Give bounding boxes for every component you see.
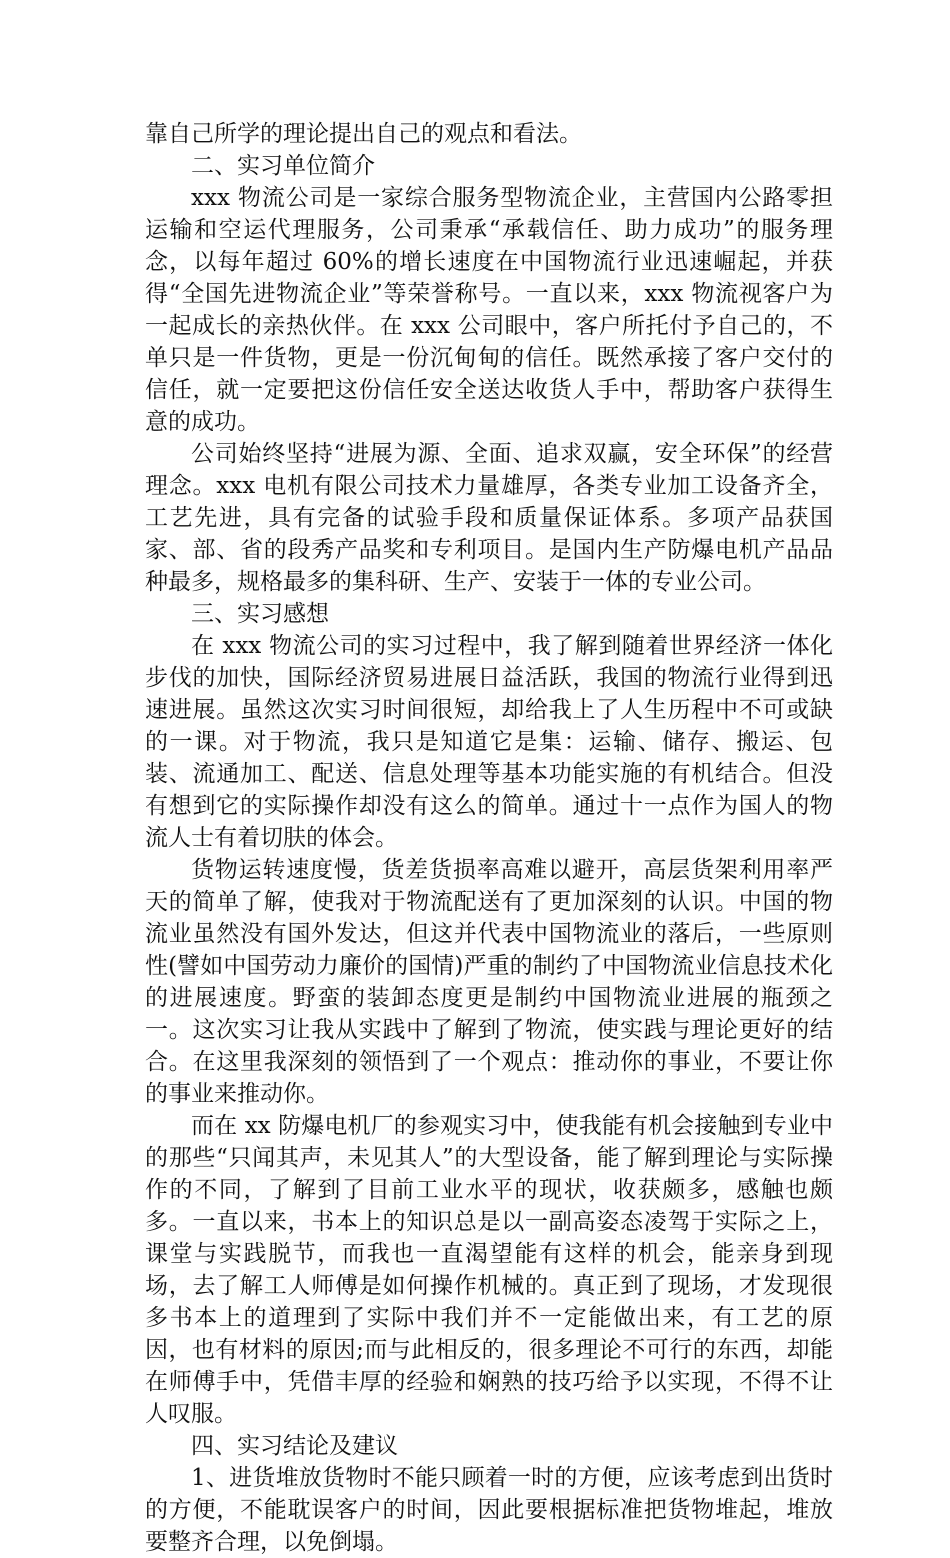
section-heading-conclusions: 四、实习结论及建议 [191,1433,398,1459]
paragraph-continuation: 靠自己所学的理论提出自己的观点和看法。 [145,121,582,147]
paragraph-company-philosophy: 公司始终坚持“进展为源、全面、追求双赢，安全环保”的经营理念。xxx 电机有限公司技术力量雄厚，各类专业加工设备齐全，工艺先进，具有完备的试验手段和质量保证体系。多项产品获国家、部、省的段秀产品奖和专利项目。是国内生产防爆电机产品品种最多，规格最多的集科研、生产、安装于一体的专业公司。 [145,441,833,595]
paragraph-company-overview: xxx 物流公司是一家综合服务型物流企业，主营国内公路零担运输和空运代理服务，公司秉承“承载信任、助力成功”的服务理念，以每年超过 60%的增长速度在中国物流行业迅速崛起，并获得“全国先进物流企业”等荣誉称号。一直以来，xxx 物流视客户为一起成长的亲热伙伴。在 xxx 公司眼中，客户所托付予自己的，不单只是一件货物，更是一份沉甸甸的信任。既然承接了客户交付的信任，就一定要把这份信任安全送达收货人手中，帮助客户获得生意的成功。 [145,185,833,435]
document-page [145,118,833,1558]
section-heading-company-intro: 二、实习单位简介 [191,153,375,179]
paragraph-reflection-logistics: 在 xxx 物流公司的实习过程中，我了解到随着世界经济一体化步伐的加快，国际经济贸易进展日益活跃，我国的物流行业得到迅速进展。虽然这次实习时间很短，却给我上了人生历程中不可或缺的一课。对于物流，我只是知道它是集：运输、储存、搬运、包装、流通加工、配送、信息处理等基本功能实施的有机结合。但没有想到它的实际操作却没有这么的简单。通过十一点作为国人的物流人士有着切肤的体会。 [145,633,833,851]
section-heading-reflections: 三、实习感想 [191,601,329,627]
paragraph-suggestion-1: 1、进货堆放货物时不能只顾着一时的方便，应该考虑到出货时的方便，不能耽误客户的时间，因此要根据标准把货物堆起，堆放要整齐合理，以免倒塌。 [145,1465,833,1555]
paragraph-reflection-factory: 而在 xx 防爆电机厂的参观实习中，使我能有机会接触到专业中的那些“只闻其声，未见其人”的大型设备，能了解到理论与实际操作的不同，了解到了目前工业水平的现状，收获颇多，感触也颇多。一直以来，书本上的知识总是以一副高姿态凌驾于实际之上，课堂与实践脱节，而我也一直渴望能有这样的机会，能亲身到现场，去了解工人师傅是如何操作机械的。真正到了现场，才发现很多书本上的道理到了实际中我们并不一定能做出来，有工艺的原因，也有材料的原因;而与此相反的，很多理论不可行的东西，却能在师傅手中，凭借丰厚的经验和娴熟的技巧给予以实现，不得不让人叹服。 [145,1113,833,1427]
paragraph-reflection-problems: 货物运转速度慢，货差货损率高难以避开，高层货架利用率严天的简单了解，使我对于物流配送有了更加深刻的认识。中国的物流业虽然没有国外发达，但这并代表中国物流业的落后，一些原则性(譬如中国劳动力廉价的国情)严重的制约了中国物流业信息技术化的进展速度。野蛮的装卸态度更是制约中国物流业进展的瓶颈之一。这次实习让我从实践中了解到了物流，使实践与理论更好的结合。在这里我深刻的领悟到了一个观点：推动你的事业，不要让你的事业来推动你。 [145,857,833,1107]
